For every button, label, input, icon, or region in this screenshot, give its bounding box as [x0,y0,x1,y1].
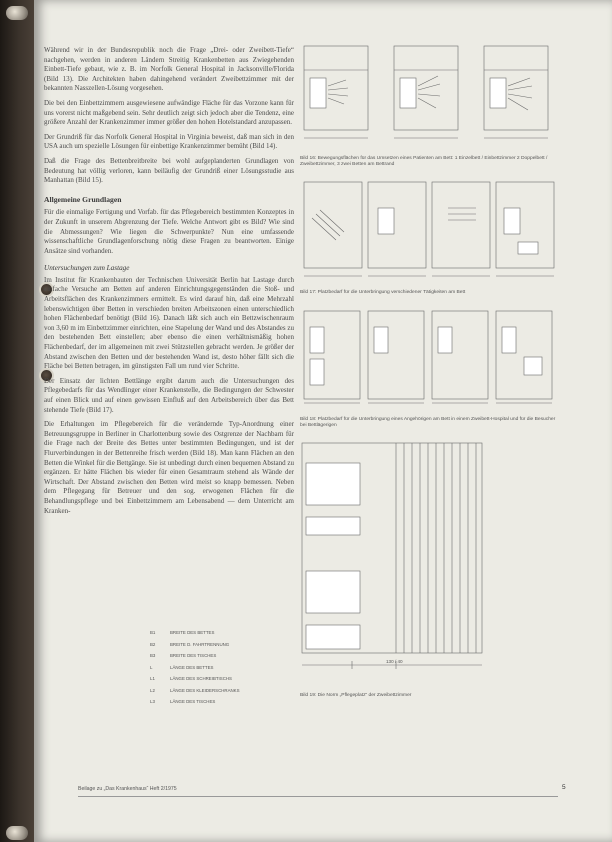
legend [150,630,260,711]
page-number: 5 [562,784,566,791]
figure-bed-movement [298,40,560,168]
figure-activities [298,178,560,296]
paragraph: Der Einsatz der lichten Bettlänge ergibt darum auch die Untersuchungen des Pflegebedarfs für das Wendlinger einer Krankenstelle, die Bedingungen der Schwester auf einen Blick und auf einen gewissen Einfluß auf den Arbeitsbereich über das Bett stehende Tiefe (Bild 17). [44,376,294,414]
binder-clip-icon [6,826,28,840]
dimension-label: 130 / 40 [386,659,403,665]
floor-plan-drawing [298,307,560,413]
legend-item [150,699,260,704]
legend-key: B1 [150,630,156,635]
legend-key: L2 [150,687,155,693]
legend-item [150,665,260,670]
paragraph: Die bei den Einbettzimmern ausgewiesene aufwändige Fläche für das Vorzone kann für uns vorerst nicht maßgebend sein. Sehr deutlich zeigt sich jedoch aber die Tendenz, eine größere Anzahl der Krankenzimmer immer größer den hohen Hotelstandard anzupassen. [44,98,294,127]
floor-plan-drawing [298,40,560,152]
legend-label: LÄNGE DES KLEIDERSCHRANKS [170,687,240,693]
figure-column [298,40,560,699]
binder-clip-icon [6,6,28,20]
legend-item [150,688,260,693]
paragraph: Für die einmalige Fertigung und Vorfab. für das Pflegebereich bestimmten Konzeptes in der Zukunft in unserem Abgrenzung der Tiefe. Welche Antwort gibt es Bild? Wie sind die Abmessungen? Wie liegen die Schwerpunkte? Nun eine umfassende wissenschaftliche Grundlagenforschung nötig diese Fragen zu beantworten. Einige Ansätze sind vorhanden. [44,208,294,255]
footer-rule [78,796,558,797]
figure-caption: Bild 19: Die Norm „Pflegeplatz“ der Zweibettzimmer [300,693,412,699]
legend-key: L [150,664,153,670]
legend-label: BREITE DES BETTES [170,630,215,635]
footer-source: Beilage zu „Das Krankenhaus“ Heft 2/1975 [78,786,177,792]
section-heading: Allgemeine Grundlagen [44,194,122,204]
legend-key: B2 [150,641,156,647]
legend-key: L3 [150,699,155,704]
legend-key: B3 [150,653,156,658]
figure-caption: Bild 18: Platzbedarf für die Unterbringung eines Angehörigen am Bett in einem Zweibett-Hospital und für die Besucher bei Bettlägerigen [300,416,556,428]
legend-item [150,653,260,658]
legend-label: BREITE DES TISCHES [170,653,217,658]
legend-item [150,630,260,635]
subsection-heading: Untersuchungen zum Lastage [44,264,130,273]
paragraph: Während wir in der Bundesrepublik noch die Frage „Drei- oder Zweibett-Tiefe“ nachgehen, werden in anderen Ländern Streitig Krankenbetten aus Zwiegehenden Einbett-Tiefe gebaut, wie z. B. im Norfolk General Hospital in Jacksonville/Florida (Bild 13). Die Architekten haben dahingehend verändert Zweibettzimmer mit der bekannten Nasszellen-Lösung vorgesehen. [44,46,294,93]
legend-label: LÄNGE DES TISCHES [170,699,216,704]
figure-visitors [298,307,560,429]
legend-item [150,676,260,681]
paragraph: Der Grundriß für das Norfolk General Hospital in Virginia beweist, daß man sich in den USA auch um spezielle Lösungen für einbettige Krankenzimmer bemüht (Bild 14). [44,132,294,151]
legend-label: BREITE D. FAHRTRENNUNG [170,641,230,647]
legend-label: LÄNGE DES BETTES [170,664,214,670]
legend-label: LÄNGE DES SCHREIBTISCHS [170,676,232,681]
text-column [44,46,294,521]
paragraph: Die Erhaltungen im Pflegebereich für die verändernde Typ-Anordnung einer Betreuungsgruppe in Berliner in Charlottenburg sowie des Ostgrenze der Nachbarn für die Frage nach der Breite des Bettes unter bestimmten Bedingungen, und ist der Flurverbindungen in der Bettenreihe frisch werden (Bild 18). Man kann Flächen an den Betten die Winkel für die Bettgänge. Sie ist unbedingt durch einen bequemen Abstand zu ergänzen. Er hätte Flächen bis wieder für einen Gesamtraum stehend als Wände der Wirtschaft. Der Abstand zwischen den Betten wird meist so knapp bemessen. Neben dem Pflegegang für Betreuer und den sog. erwogenen Flächen für die Behandlungspflege und bei Einbettzimmern am Lebensabend — dem Unterricht am Kranken- [44,420,294,515]
paragraph: Daß die Frage des Bettenbreitbreite bei wohl aufgeplanderten Grundlagen von Bedeutung hat völlig verloren, kann beiläufig der Grundriß einer Lösungsstudie aus Manhattan (Bild 15). [44,156,294,185]
legend-key: L1 [150,676,155,681]
legend-item [150,642,260,647]
floor-plan-drawing [298,178,560,286]
binder-spine [0,0,34,842]
figure-caption: Bild 17: Platzbedarf für die Unterbringung verschiedener Tätigkeiten am Bett [300,290,466,296]
paragraph: Im Institut für Krankenbauten der Technischen Universität Berlin hat Lastage durch einfache Versuche am Betten auf anderen Einrichtungsgegenständen die Stoß- und Arbeitsflächen des Krankenzimmers ermittelt. Es wird darauf hin, daß eine Mehrzahl lebenswichtigen über Betten in verschieden breiten Arbeitszonen einen unterschiedlich hohen Flächenbedarf benötigt (Bild 16). Danach läßt sich auch ein Bettzwischenraum von 3,60 m im Einbettzimmer einrichten, eine Stapelung der Wand und des Abstandes zu den bestehenden Bett einstellen; aber ebenso die einen verhältnismäßig hohen Flächenbedarf, der im allgemeinen mit zwei Stützstellen gebracht werden. Je größer der Abstand zwischen den Betten und der bestehenden Wand ist, desto höher fällt sich die Fläche bei Betten betragen, im günstigsten Fall um rund vier Schritte. [44,275,294,371]
figure-norm-care-space [298,439,560,699]
floor-plan-drawing [298,439,560,689]
figure-caption: Bild 16: Bewegungsflächen für das Umsetzen eines Patienten am Bett: 1 Einzelbett / Einbettzimmer 2 Doppelbett / Zweibettzimmer, 3 zwei Betten am Bettrand [300,156,548,168]
